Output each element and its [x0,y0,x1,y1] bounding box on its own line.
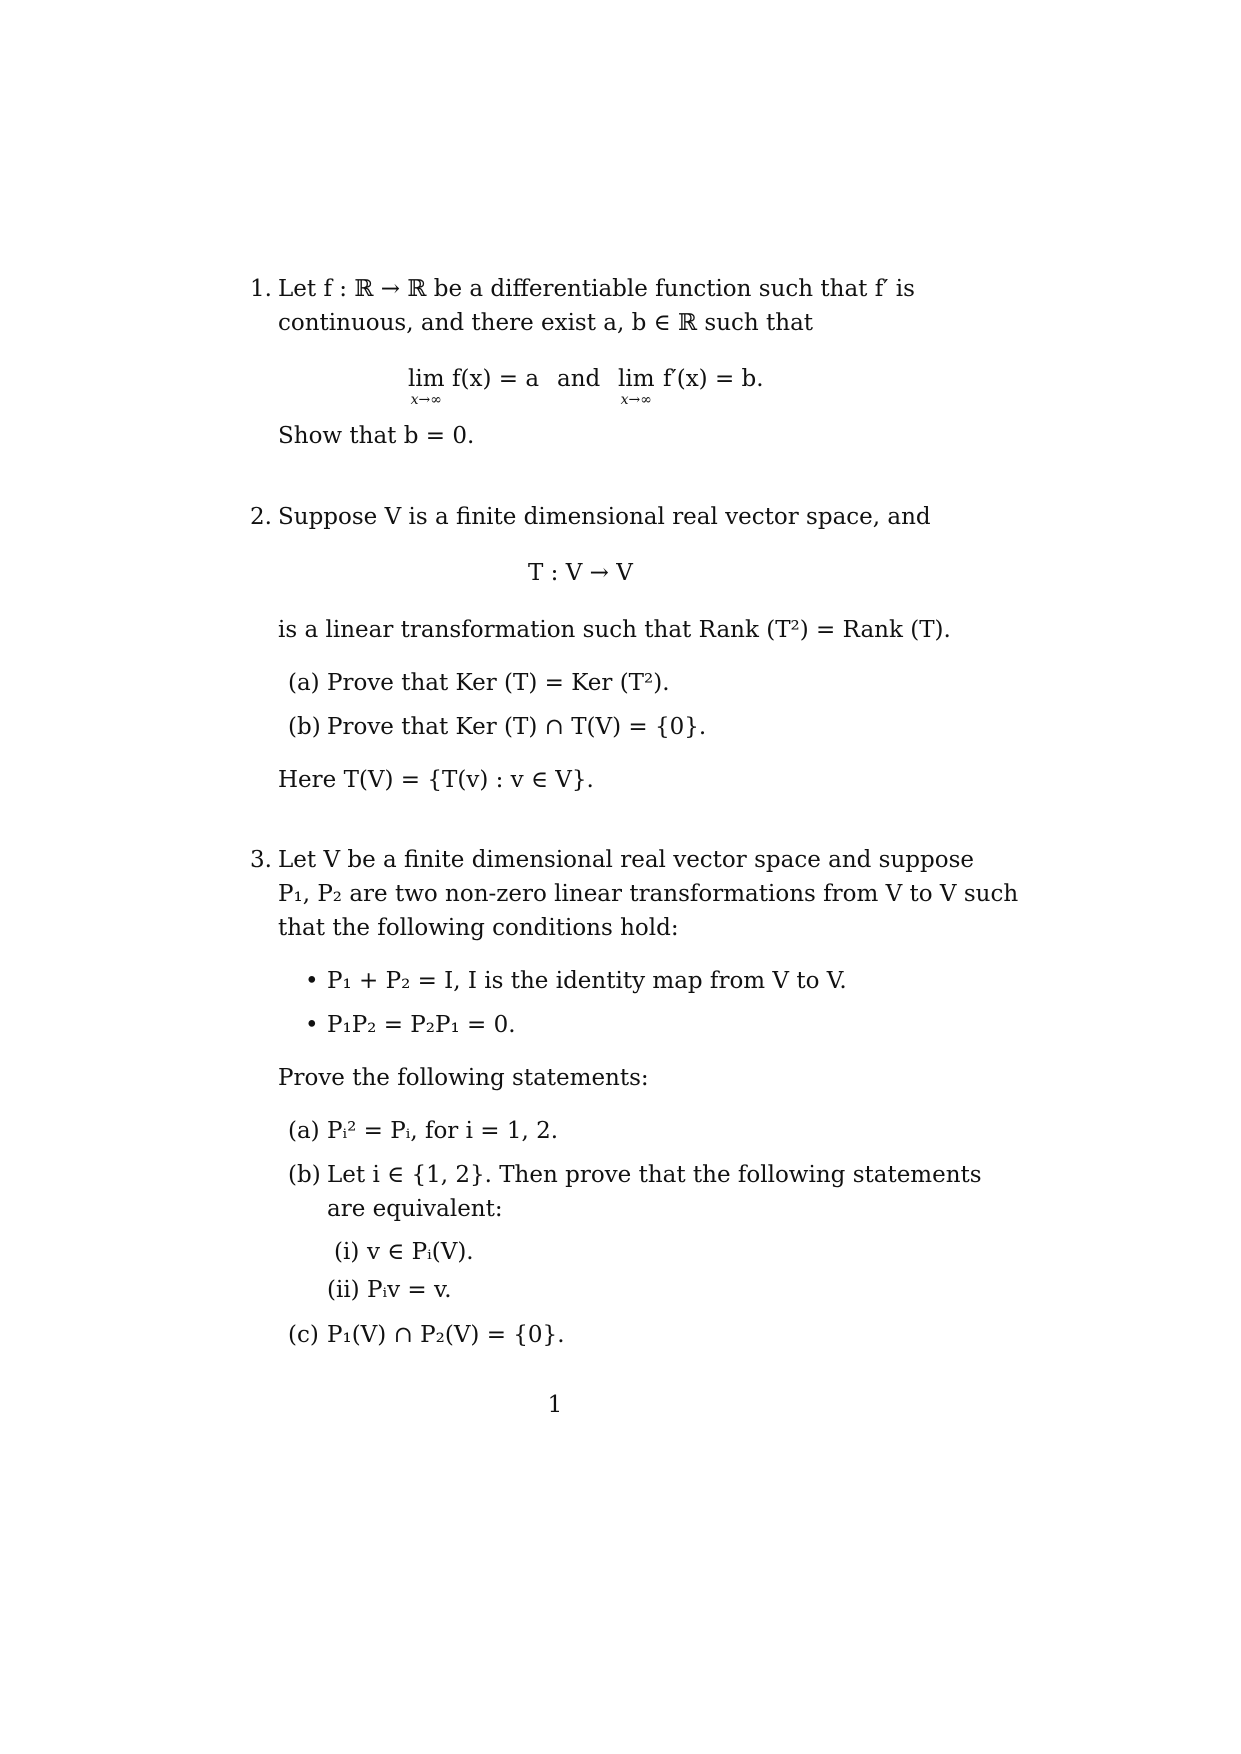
problem-2-number: 2. [250,504,272,530]
problem-3-intro: Prove the following statements: [278,1065,649,1091]
problem-3-part-b-text: Let i ∈ {1, 2}. Then prove that the following statements [327,1162,982,1188]
problem-3-part-b-label: (b) [288,1162,321,1188]
problem-3-condition-2: P₁P₂ = P₂P₁ = 0. [327,1012,516,1038]
problem-3-subpart-ii-text: Pᵢv = v. [367,1277,452,1303]
problem-2-display-map: T : V → V [528,560,633,586]
problem-3-line-3: that the following conditions hold: [278,915,679,941]
limit-left [408,365,445,407]
bullet-icon: • [305,1012,319,1038]
problem-3-number: 3. [250,847,272,873]
problem-2-part-b-text: Prove that Ker (T) ∩ T(V) = {0}. [327,714,707,740]
problem-3-part-a-text: Pᵢ² = Pᵢ, for i = 1, 2. [327,1118,559,1144]
limit-left-expression: f(x) = a [452,366,540,392]
problem-1-conclusion: Show that b = 0. [278,423,475,449]
problem-1-line-2: continuous, and there exist a, b ∈ ℝ such that [278,310,814,336]
problem-2-part-b-label: (b) [288,714,321,740]
page-number: 1 [547,1392,563,1418]
problem-3-subpart-i-text: v ∈ Pᵢ(V). [367,1239,474,1265]
problem-3-line-2: P₁, P₂ are two non-zero linear transformations from V to V such [278,881,1019,907]
problem-3-subpart-ii-label: (ii) [327,1277,360,1303]
problem-2-note: Here T(V) = {T(v) : v ∈ V}. [278,767,594,793]
problem-3-condition-1: P₁ + P₂ = I, I is the identity map from V to V. [327,968,847,994]
limit-right-subscript: x→∞ [620,392,652,408]
problem-1-number: 1. [250,276,272,302]
problem-2-part-a-text: Prove that Ker (T) = Ker (T²). [327,670,670,696]
limit-right-op: lim [618,366,655,392]
bullet-icon: • [305,968,319,994]
problem-3-part-a-label: (a) [288,1118,320,1144]
problem-1-line-1: Let f : ℝ → ℝ be a differentiable function such that f′ is [278,276,915,302]
limit-right-expression: f′(x) = b. [663,366,764,392]
problem-3-subpart-i-label: (i) [334,1239,360,1265]
limit-right [618,365,655,407]
problem-3-part-c-label: (c) [288,1322,319,1348]
problem-3-line-1: Let V be a finite dimensional real vector space and suppose [278,847,975,873]
problem-2-part-a-label: (a) [288,670,320,696]
problem-2-line-1: Suppose V is a finite dimensional real vector space, and [278,504,931,530]
limit-left-subscript: x→∞ [410,392,442,408]
limit-left-op: lim [408,366,445,392]
limit-connector: and [557,366,601,392]
problem-3-part-c-text: P₁(V) ∩ P₂(V) = {0}. [327,1322,565,1348]
problem-3-part-b-text-cont: are equivalent: [327,1196,503,1222]
problem-2-line-2: is a linear transformation such that Rank (T²) = Rank (T). [278,617,951,643]
